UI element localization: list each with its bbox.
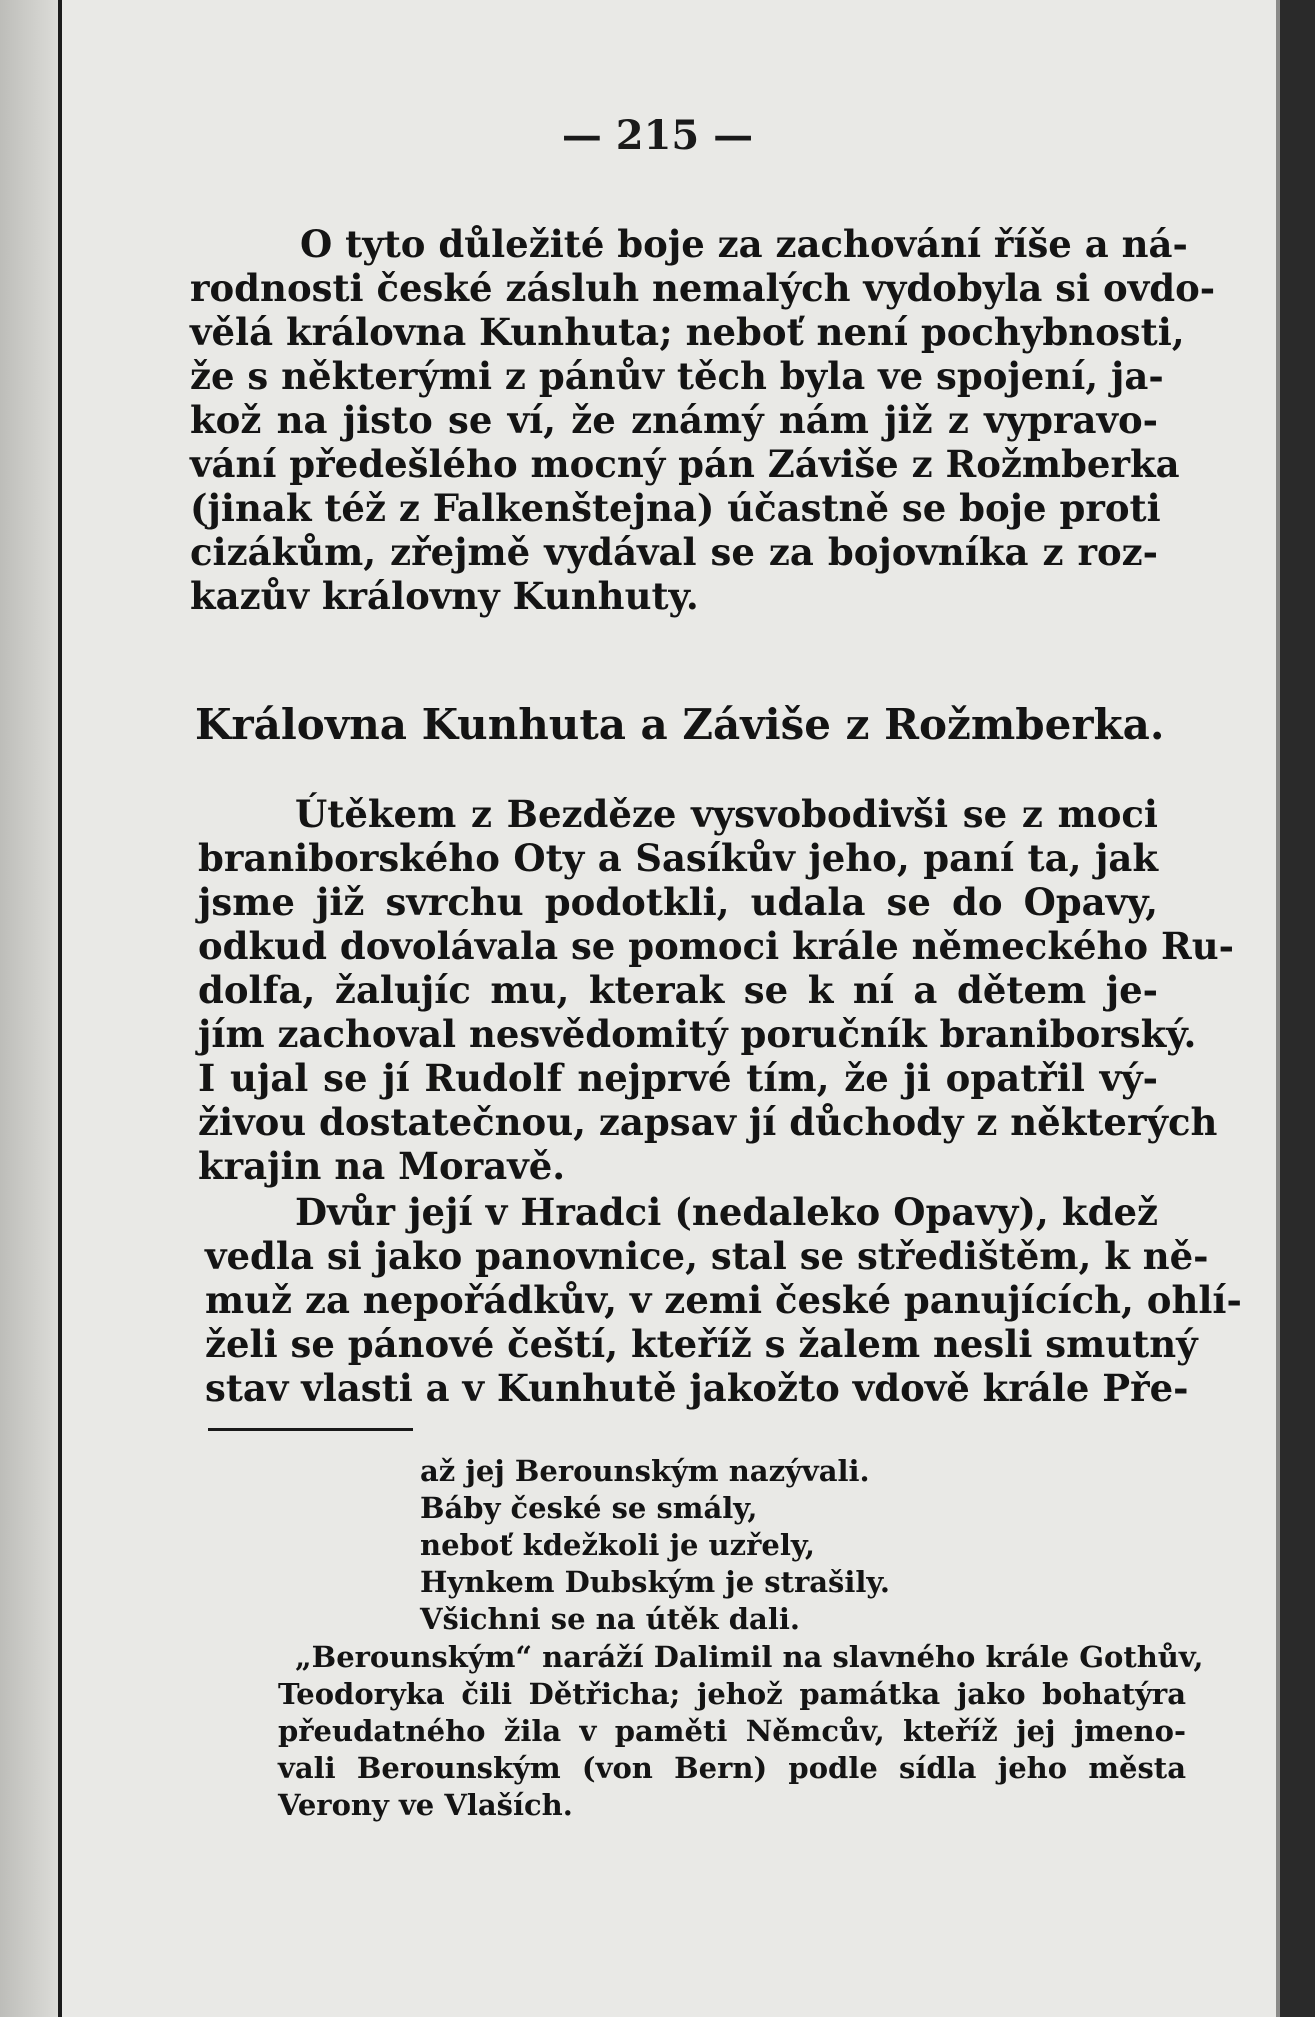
scan-edge-left bbox=[58, 0, 62, 2017]
paragraph-1-line: že s některými z pánův těch byla ve spojení, ja- bbox=[190, 354, 1164, 398]
paragraph-1-line: kož na jisto se ví, že známý nám již z vypravo- bbox=[190, 398, 1158, 442]
paragraph-3-line: želi se pánové čeští, kteříž s žalem nesli smutný bbox=[205, 1322, 1198, 1366]
paragraph-3-line: vedla si jako panovnice, stal se středištěm, k ně- bbox=[205, 1234, 1209, 1278]
paragraph-2-line: živou dostatečnou, zapsav jí důchody z některých bbox=[198, 1100, 1218, 1144]
scan-gutter-shade bbox=[0, 0, 58, 2017]
paragraph-2-line: I ujal se jí Rudolf nejprvé tím, že ji opatřil vý- bbox=[198, 1056, 1158, 1100]
paragraph-2-line: Útěkem z Bezděze vysvobodivši se z moci bbox=[295, 792, 1158, 836]
paragraph-1-line: vání předešlého mocný pán Záviše z Rožmberka bbox=[190, 442, 1180, 486]
paragraph-3-line: muž za nepořádkův, v zemi české panujících, ohlí- bbox=[205, 1278, 1242, 1322]
footnote-note-line: přeudatného žila v paměti Němcův, kteříž jej jmeno- bbox=[278, 1714, 1186, 1748]
paragraph-3-line: Dvůr její v Hradci (nedaleko Opavy), kdež bbox=[295, 1190, 1158, 1234]
paragraph-1-line: vělá královna Kunhuta; neboť není pochybnosti, bbox=[190, 310, 1185, 354]
footnote-verse-line: až jej Berounským nazývali. bbox=[420, 1454, 870, 1488]
footnote-separator bbox=[208, 1428, 413, 1431]
section-heading: Královna Kunhuta a Záviše z Rožmberka. bbox=[195, 700, 1165, 749]
paragraph-2-line: jím zachoval nesvědomitý poručník braniborský. bbox=[198, 1012, 1197, 1056]
footnote-verse-line: Báby české se smály, bbox=[420, 1491, 758, 1525]
paragraph-2-line: odkud dovolávala se pomoci krále německého Ru- bbox=[198, 924, 1234, 968]
paragraph-2-line: jsme již svrchu podotkli, udala se do Opavy, bbox=[198, 880, 1158, 924]
footnote-note-line: Verony ve Vlaších. bbox=[278, 1788, 573, 1822]
page-number: — 215 — bbox=[561, 112, 754, 159]
footnote-verse-line: neboť kdežkoli je uzřely, bbox=[420, 1528, 816, 1562]
footnote-note-line: „Berounským“ naráží Dalimil na slavného krále Gothův, bbox=[295, 1640, 1204, 1674]
footnote-verse-line: Všichni se na útěk dali. bbox=[420, 1602, 800, 1636]
paragraph-2-line: dolfa, žalujíc mu, kterak se k ní a dětem je- bbox=[198, 968, 1158, 1012]
scan-edge-right bbox=[1280, 0, 1315, 2017]
paragraph-3-line: stav vlasti a v Kunhutě jakožto vdově krále Pře- bbox=[205, 1366, 1189, 1410]
footnote-note-line: vali Berounským (von Bern) podle sídla jeho města bbox=[278, 1751, 1186, 1785]
paragraph-2-line: krajin na Moravě. bbox=[198, 1144, 566, 1188]
paragraph-1-line: rodnosti české zásluh nemalých vydobyla si ovdo- bbox=[190, 266, 1216, 310]
paragraph-1-line: O tyto důležité boje za zachování říše a ná- bbox=[300, 222, 1188, 266]
paragraph-1-line: kazův královny Kunhuty. bbox=[190, 574, 699, 618]
paragraph-2-line: braniborského Oty a Sasíkův jeho, paní ta, jak bbox=[198, 836, 1158, 880]
paragraph-1-line: cizákům, zřejmě vydával se za bojovníka z roz- bbox=[190, 530, 1158, 574]
footnote-verse-line: Hynkem Dubským je strašily. bbox=[420, 1565, 891, 1599]
footnote-note-line: Teodoryka čili Dětřicha; jehož památka jako bohatýra bbox=[278, 1677, 1186, 1711]
paragraph-1-line: (jinak též z Falkenštejna) účastně se boje proti bbox=[190, 486, 1161, 530]
